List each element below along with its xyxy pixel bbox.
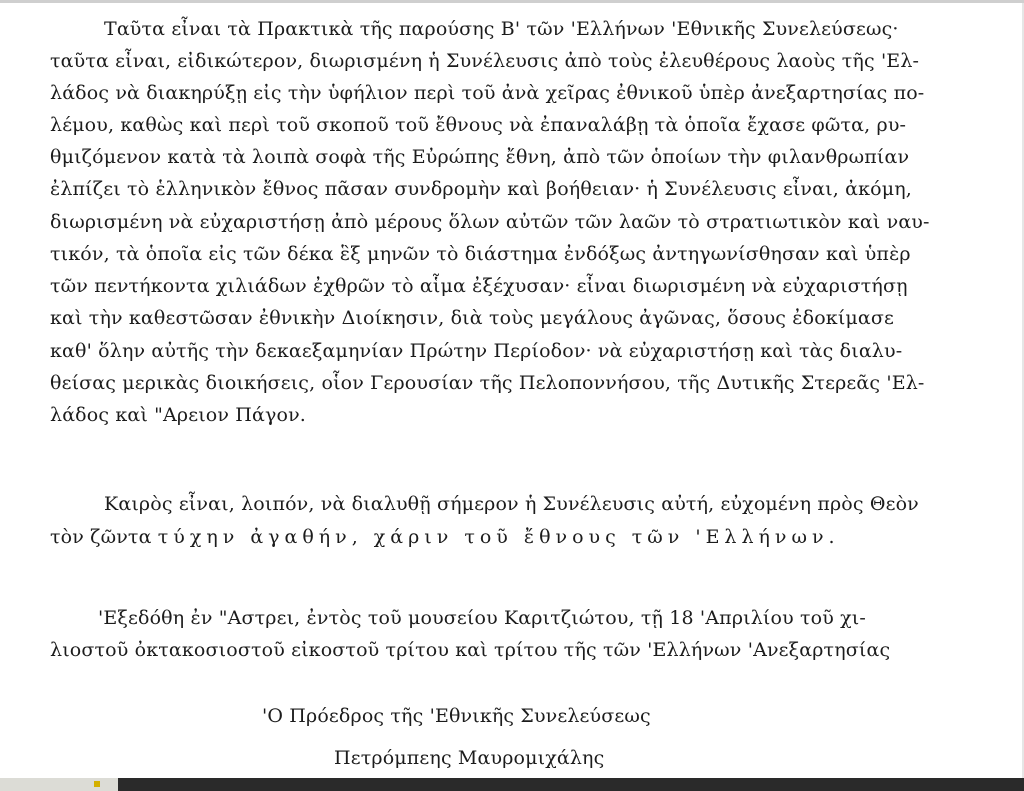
paragraph-2-line xyxy=(50,524,840,550)
paragraph-1-line: διωρισμένη νὰ εὐχαριστήσῃ ἀπὸ μέρους ὅλων αὐτῶν τῶν λαῶν τὸ στρατιωτικὸν καὶ ναυ- xyxy=(50,211,930,233)
paragraph-2-line: Καιρὸς εἶναι, λοιπόν, νὰ διαλυθῇ σήμερον ἡ Συνέλευσις αὐτή, εὐχομένη πρὸς Θεὸν xyxy=(104,493,919,515)
paragraph-1-line: καθ' ὅλην αὐτῆς τὴν δεκαεξαμηνίαν Πρώτην Περίοδον· νὰ εὐχαριστήσῃ καὶ τὰς διαλυ- xyxy=(50,340,903,362)
paragraph-3-line: λιοστοῦ ὀκτακοσιοστοῦ εἰκοστοῦ τρίτου καὶ τρίτου τῆς τῶν 'Ελλήνων 'Ανεξαρτησίας xyxy=(50,639,891,661)
status-bar-segment xyxy=(0,778,118,791)
paragraph-3-line: 'Εξεδόθη ἐν "Αστρει, ἐντὸς τοῦ μουσείου Καριτζιώτου, τῇ 18 'Απριλίου τοῦ χι- xyxy=(98,607,866,629)
paragraph-1-line: λέμου, καθὼς καὶ περὶ τοῦ σκοποῦ τοῦ ἔθνους νὰ ἐπαναλάβῃ τὰ ὁποῖα ἔχασε φῶτα, ρυ- xyxy=(50,114,907,136)
signature-name: Πετρόμπεης Μαυρομιχάλης xyxy=(334,747,605,769)
paragraph-1-line: ταῦτα εἶναι, εἰδικώτερον, διωρισμένη ἡ Συνέλευσις ἀπὸ τοὺς ἐλευθέρους λαοὺς τῆς 'Ελ- xyxy=(50,50,920,72)
paragraph-1-line: ἐλπίζει τὸ ἑλληνικὸν ἔθνος πᾶσαν συνδρομὴν καὶ βοήθειαν· ἡ Συνέλευσις εἶναι, ἀκόμη, xyxy=(50,178,912,200)
paragraph-1-line: θμιζόμενον κατὰ τὰ λοιπὰ σοφὰ τῆς Εὐρώπης ἔθνη, ἀπὸ τῶν ὁποίων τὴν φιλανθρωπίαν xyxy=(50,146,910,168)
paragraph-1-line: λάδος καὶ "Αρειον Πάγον. xyxy=(50,404,306,426)
paragraph-1-line: Ταῦτα εἶναι τὰ Πρακτικὰ τῆς παρούσης Β' τῶν 'Ελλήνων 'Εθνικῆς Συνελεύσεως· xyxy=(104,18,899,40)
paragraph-2-spaced-text: τύχην ἀγαθήν, χάριν τοῦ ἔθνους τῶν 'Ελλήνων. xyxy=(157,526,840,548)
bottom-status-bar xyxy=(0,778,1024,791)
paragraph-1-line: καὶ τὴν καθεστῶσαν ἐθνικὴν Διοίκησιν, διὰ τοὺς μεγάλους ἀγῶνας, ὅσους ἐδοκίμασε xyxy=(50,307,895,329)
paragraph-2-line-start: τὸν ζῶντα xyxy=(50,526,152,548)
paragraph-1-line: λάδος νὰ διακηρύξῃ εἰς τὴν ὑφήλιον περὶ τοῦ ἀνὰ χεῖρας ἐθνικοῦ ὑπὲρ ἀνεξαρτησίας πο- xyxy=(50,82,925,104)
signature-title: 'Ο Πρόεδρος τῆς 'Εθνικῆς Συνελεύσεως xyxy=(262,705,651,727)
status-indicator-icon xyxy=(94,781,100,787)
paragraph-1-line: τῶν πεντήκοντα χιλιάδων ἐχθρῶν τὸ αἷμα ἐξέχυσαν· εἶναι διωρισμένη νὰ εὐχαριστήσῃ xyxy=(50,275,908,297)
document-page xyxy=(0,3,1024,778)
paragraph-1-line: θείσας μερικὰς διοικήσεις, οἷον Γερουσίαν τῆς Πελοποννήσου, τῆς Δυτικῆς Στερεᾶς 'Ελ- xyxy=(50,372,925,394)
paragraph-1-line: τικόν, τὰ ὁποῖα εἰς τῶν δέκα ἓξ μηνῶν τὸ διάστημα ἐνδόξως ἀντηγωνίσθησαν καὶ ὑπὲρ xyxy=(50,243,911,265)
